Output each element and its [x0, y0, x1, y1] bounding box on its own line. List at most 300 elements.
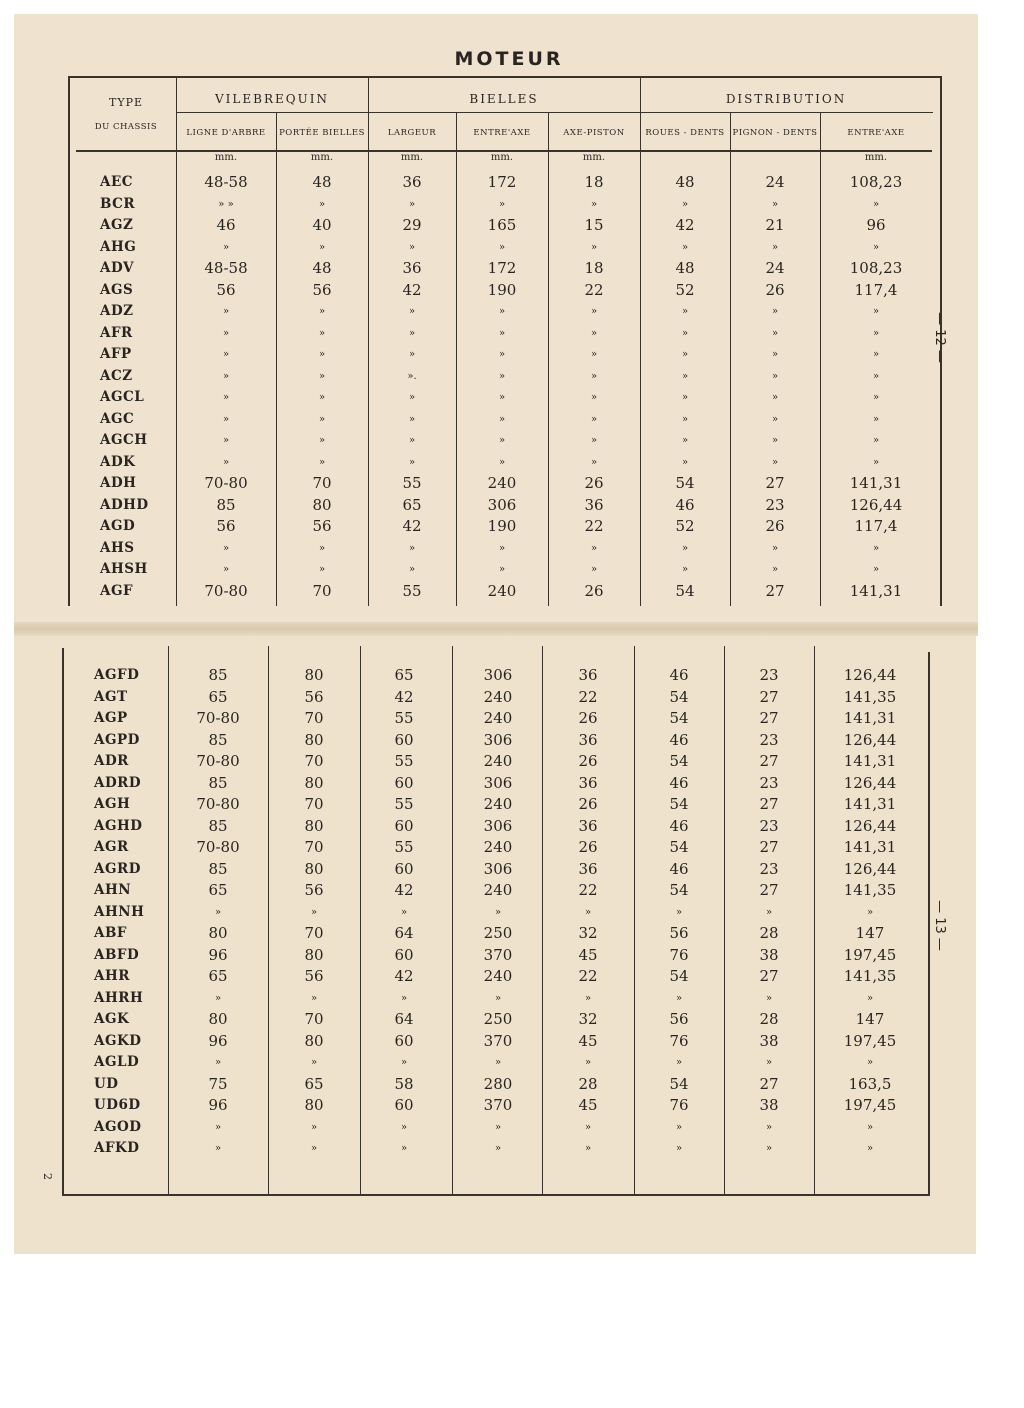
cell-ligne-arbre: »: [222, 241, 230, 253]
cell-largeur: 60: [394, 816, 414, 835]
cell-largeur: 60: [394, 773, 414, 792]
cell-axe-piston: 32: [578, 1010, 598, 1028]
column-rule: [456, 112, 457, 606]
cell-entre-axe-dist: 197,45: [843, 945, 897, 964]
cell-pignon-dents: 26: [765, 517, 785, 535]
cell-entre-axe-dist: »: [872, 327, 880, 339]
cell-pignon-dents: 23: [759, 773, 779, 792]
table-row: [0, 452, 1024, 473]
cell-entre-axe: 306: [487, 495, 517, 514]
cell-axe-piston: 36: [578, 859, 598, 878]
cell-type: AHR: [94, 968, 130, 984]
cell-type: UD6D: [94, 1097, 141, 1113]
cell-entre-axe-dist: 197,45: [843, 1096, 897, 1114]
cell-ligne-arbre: »: [214, 1121, 222, 1133]
cell-type: AGHD: [94, 817, 143, 834]
column-rule: [168, 646, 169, 1194]
table-row: [0, 194, 1024, 215]
cell-ligne-arbre: 85: [208, 816, 228, 835]
table-row: [0, 387, 1024, 408]
cell-pignon-dents: »: [765, 1121, 773, 1133]
cell-roues-dents: 54: [669, 795, 689, 813]
cell-largeur: 60: [394, 1031, 414, 1050]
cell-roues-dents: 52: [675, 517, 695, 535]
cell-largeur: »: [400, 992, 408, 1004]
cell-axe-piston: »: [590, 542, 598, 554]
header-portee-bielles: PORTÉE BIELLES: [279, 128, 365, 138]
cell-type: AGRD: [94, 860, 141, 877]
column-rule: [820, 112, 821, 606]
table-row: [0, 1117, 1024, 1138]
cell-portee-bielles: »: [318, 392, 326, 403]
cell-ligne-arbre: 48-58: [204, 259, 248, 277]
cell-entre-axe: »: [498, 456, 506, 468]
column-rule: [176, 76, 177, 606]
cell-roues-dents: 46: [669, 859, 689, 878]
cell-axe-piston: 36: [578, 816, 598, 835]
cell-pignon-dents: 38: [759, 1096, 779, 1114]
cell-entre-axe-dist: 126,44: [843, 773, 897, 792]
cell-pignon-dents: 38: [759, 1031, 779, 1050]
cell-portee-bielles: 70: [304, 924, 324, 942]
column-rule: [634, 646, 635, 1194]
cell-axe-piston: »: [590, 306, 598, 317]
cell-roues-dents: 54: [669, 967, 689, 985]
cell-largeur: 65: [394, 666, 414, 684]
cell-roues-dents: »: [681, 370, 689, 382]
table-row: [0, 1095, 1024, 1116]
table-row: [0, 430, 1024, 451]
cell-ligne-arbre: »: [222, 456, 230, 468]
cell-pignon-dents: 38: [759, 945, 779, 964]
cell-largeur: 58: [394, 1074, 414, 1093]
cell-portee-bielles: 80: [304, 1096, 324, 1114]
cell-pignon-dents: 23: [759, 859, 779, 878]
cell-type: AGR: [94, 839, 129, 855]
cell-entre-axe: 240: [483, 795, 513, 813]
cell-entre-axe: 306: [483, 730, 513, 749]
table-row: [0, 1031, 1024, 1052]
cell-entre-axe-dist: 126,44: [843, 816, 897, 835]
table-row: [0, 473, 1024, 494]
cell-axe-piston: 22: [584, 517, 604, 535]
table-row: [0, 280, 1024, 301]
cell-roues-dents: 46: [675, 495, 695, 514]
cell-largeur: 55: [394, 838, 414, 856]
cell-largeur: 42: [394, 881, 414, 899]
cell-largeur: 64: [394, 924, 414, 942]
cell-largeur: »: [408, 564, 416, 575]
table-row: [0, 816, 1024, 837]
cell-roues-dents: 54: [669, 881, 689, 899]
unit-label: mm.: [214, 152, 238, 163]
header-ligne-arbre: LIGNE D'ARBRE: [186, 128, 266, 138]
table-row: [0, 837, 1024, 858]
table-row: [0, 988, 1024, 1009]
cell-portee-bielles: 70: [304, 709, 324, 727]
cell-largeur: »: [408, 435, 416, 446]
cell-ligne-arbre: »: [222, 435, 230, 446]
cell-type: AFP: [100, 346, 132, 362]
cell-portee-bielles: 80: [312, 495, 332, 514]
cell-largeur: 60: [394, 730, 414, 749]
header-entre-axe: ENTRE'AXE: [473, 128, 531, 138]
cell-roues-dents: »: [681, 241, 689, 253]
table-row: [0, 708, 1024, 729]
unit-label: mm.: [582, 152, 606, 163]
cell-type: AFKD: [94, 1140, 140, 1156]
cell-ligne-arbre: 56: [216, 517, 236, 535]
cell-pignon-dents: »: [771, 392, 779, 403]
cell-entre-axe-dist: 126,44: [843, 859, 897, 878]
table-row: [0, 1009, 1024, 1030]
cell-largeur: 42: [394, 687, 414, 706]
cell-ligne-arbre: 65: [208, 687, 228, 706]
cell-pignon-dents: »: [771, 435, 779, 446]
cell-portee-bielles: »: [310, 1121, 318, 1133]
cell-axe-piston: 32: [578, 924, 598, 942]
cell-axe-piston: »: [590, 198, 598, 210]
cell-pignon-dents: »: [771, 198, 779, 210]
cell-roues-dents: 56: [669, 924, 689, 942]
cell-ligne-arbre: 85: [208, 859, 228, 878]
cell-entre-axe-dist: 197,45: [843, 1031, 897, 1050]
header-distribution: DISTRIBUTION: [725, 92, 847, 106]
cell-roues-dents: »: [675, 1057, 683, 1068]
cell-portee-bielles: 70: [304, 795, 324, 813]
cell-largeur: 55: [394, 795, 414, 813]
cell-entre-axe-dist: »: [872, 542, 880, 554]
cell-type: AEC: [100, 174, 134, 190]
cell-largeur: »: [408, 306, 416, 317]
cell-entre-axe: »: [494, 1143, 502, 1154]
table-row: [0, 1052, 1024, 1073]
cell-portee-bielles: 70: [304, 752, 324, 770]
cell-roues-dents: »: [681, 198, 689, 210]
cell-axe-piston: 26: [584, 474, 604, 492]
cell-type: ABFD: [94, 946, 140, 963]
cell-ligne-arbre: »: [222, 370, 230, 382]
cell-portee-bielles: 56: [304, 967, 324, 985]
cell-axe-piston: 26: [578, 838, 598, 856]
cell-portee-bielles: »: [318, 349, 326, 360]
cell-roues-dents: 46: [669, 816, 689, 835]
cell-entre-axe-dist: »: [866, 906, 874, 918]
cell-pignon-dents: »: [771, 241, 779, 253]
cell-axe-piston: 36: [578, 773, 598, 792]
cell-ligne-arbre: 96: [208, 1096, 228, 1114]
header-axe-piston: AXE-PISTON: [563, 128, 625, 138]
table-row: [0, 215, 1024, 236]
cell-entre-axe-dist: 108,23: [849, 259, 903, 277]
page-corner-number: 2: [41, 1173, 54, 1180]
cell-largeur: »: [400, 1057, 408, 1068]
cell-portee-bielles: 70: [312, 581, 332, 600]
cell-entre-axe: 306: [483, 816, 513, 835]
page-title: MOTEUR: [454, 48, 564, 70]
cell-roues-dents: »: [681, 435, 689, 446]
cell-entre-axe-dist: 141,31: [849, 474, 903, 492]
cell-axe-piston: 22: [578, 881, 598, 899]
cell-roues-dents: 48: [675, 173, 695, 191]
table-row: [0, 366, 1024, 387]
cell-ligne-arbre: 96: [208, 1031, 228, 1050]
cell-type: AGD: [100, 518, 136, 534]
cell-axe-piston: »: [590, 370, 598, 382]
cell-type: ADV: [100, 260, 134, 276]
header-type: TYPE: [108, 96, 144, 109]
cell-roues-dents: 46: [669, 666, 689, 684]
cell-roues-dents: »: [681, 413, 689, 425]
table-row: [0, 880, 1024, 901]
cell-roues-dents: 48: [675, 259, 695, 277]
cell-type: ADH: [100, 475, 137, 491]
cell-pignon-dents: 27: [759, 1074, 779, 1093]
cell-largeur: »: [408, 542, 416, 554]
table-row: [0, 773, 1024, 794]
cell-axe-piston: 36: [578, 730, 598, 749]
cell-entre-axe: »: [494, 1057, 502, 1068]
cell-axe-piston: 15: [584, 216, 604, 234]
cell-portee-bielles: 40: [312, 216, 332, 234]
cell-pignon-dents: »: [771, 349, 779, 360]
cell-axe-piston: 22: [584, 280, 604, 299]
cell-roues-dents: »: [681, 306, 689, 317]
unit-label: mm.: [400, 152, 424, 163]
cell-entre-axe: »: [498, 413, 506, 425]
cell-entre-axe-dist: 141,31: [849, 581, 903, 600]
cell-roues-dents: »: [681, 327, 689, 339]
cell-portee-bielles: 56: [312, 517, 332, 535]
table-bottom-border: [62, 1194, 930, 1196]
cell-type: ADK: [100, 453, 136, 470]
cell-entre-axe: »: [498, 564, 506, 575]
table-row: [0, 730, 1024, 751]
cell-type: AGPD: [94, 731, 140, 748]
cell-entre-axe: 250: [483, 924, 513, 942]
cell-entre-axe-dist: 96: [866, 216, 886, 234]
cell-axe-piston: »: [590, 327, 598, 339]
cell-axe-piston: 28: [578, 1074, 598, 1093]
cell-axe-piston: 18: [584, 259, 604, 277]
page-fold: [14, 622, 978, 636]
cell-roues-dents: »: [681, 542, 689, 554]
cell-pignon-dents: 23: [759, 666, 779, 684]
header-largeur: LARGEUR: [387, 128, 437, 138]
cell-type: AGFD: [94, 667, 140, 683]
cell-type: ACZ: [100, 367, 133, 384]
cell-entre-axe-dist: »: [872, 413, 880, 425]
cell-roues-dents: »: [675, 1143, 683, 1154]
cell-portee-bielles: 56: [304, 881, 324, 899]
cell-entre-axe-dist: 117,4: [854, 280, 898, 299]
cell-largeur: ».: [407, 370, 417, 382]
cell-largeur: »: [408, 413, 416, 425]
cell-axe-piston: 45: [578, 1096, 598, 1114]
cell-roues-dents: 76: [669, 1096, 689, 1114]
table-row: [0, 751, 1024, 772]
table-row: [0, 945, 1024, 966]
cell-entre-axe: 172: [487, 259, 517, 277]
cell-roues-dents: 76: [669, 945, 689, 964]
cell-axe-piston: »: [590, 413, 598, 425]
cell-axe-piston: »: [584, 1121, 592, 1133]
cell-pignon-dents: »: [771, 413, 779, 425]
column-rule: [452, 646, 453, 1194]
cell-ligne-arbre: »: [222, 349, 230, 360]
cell-entre-axe: 306: [483, 666, 513, 684]
column-rule: [548, 112, 549, 606]
cell-entre-axe: 172: [487, 173, 517, 191]
cell-ligne-arbre: » »: [218, 198, 234, 210]
cell-roues-dents: 54: [675, 474, 695, 492]
cell-pignon-dents: 21: [765, 216, 785, 234]
cell-entre-axe: 240: [483, 881, 513, 899]
cell-portee-bielles: 70: [304, 838, 324, 856]
cell-entre-axe: »: [498, 392, 506, 403]
cell-roues-dents: 54: [669, 687, 689, 706]
cell-entre-axe-dist: 126,44: [843, 730, 897, 749]
page-number-13: — 13 —: [931, 900, 947, 951]
cell-type: ADRD: [94, 774, 142, 791]
cell-type: ABF: [94, 925, 127, 941]
cell-type: AGC: [100, 410, 135, 427]
cell-pignon-dents: 27: [759, 881, 779, 899]
cell-axe-piston: »: [590, 456, 598, 468]
cell-largeur: 36: [402, 259, 422, 277]
cell-largeur: »: [408, 327, 416, 339]
cell-type: AHN: [94, 882, 132, 898]
cell-portee-bielles: »: [310, 1057, 318, 1068]
cell-pignon-dents: 27: [765, 581, 785, 600]
table-row: [0, 538, 1024, 559]
column-rule: [542, 646, 543, 1194]
cell-entre-axe: 240: [483, 967, 513, 985]
cell-ligne-arbre: 48-58: [204, 173, 248, 191]
cell-pignon-dents: »: [771, 306, 779, 317]
cell-roues-dents: 46: [669, 730, 689, 749]
cell-type: AGKD: [94, 1032, 142, 1049]
header-vilebrequin: VILEBREQUIN: [215, 92, 329, 106]
table-row: [0, 559, 1024, 580]
table-row: [0, 495, 1024, 516]
cell-portee-bielles: 65: [304, 1074, 324, 1093]
cell-largeur: 36: [402, 173, 422, 191]
cell-axe-piston: »: [584, 1057, 592, 1068]
cell-ligne-arbre: 46: [216, 216, 236, 234]
cell-type: AGP: [94, 710, 128, 726]
cell-portee-bielles: »: [310, 992, 318, 1004]
cell-entre-axe-dist: 141,35: [843, 687, 897, 706]
cell-portee-bielles: »: [318, 370, 326, 382]
table-row: [0, 301, 1024, 322]
cell-pignon-dents: »: [771, 456, 779, 468]
cell-pignon-dents: 23: [759, 730, 779, 749]
cell-roues-dents: »: [675, 992, 683, 1004]
page-number-12: — 12 —: [931, 312, 947, 363]
column-rule: [814, 646, 815, 1194]
cell-type: AGLD: [94, 1054, 140, 1070]
cell-roues-dents: »: [675, 1121, 683, 1133]
cell-portee-bielles: »: [318, 542, 326, 554]
cell-largeur: »: [400, 1143, 408, 1154]
cell-entre-axe: 240: [487, 581, 517, 600]
cell-largeur: 55: [394, 709, 414, 727]
cell-pignon-dents: 27: [765, 474, 785, 492]
cell-roues-dents: »: [681, 349, 689, 360]
unit-label: mm.: [310, 152, 334, 163]
table-row: [0, 237, 1024, 258]
cell-entre-axe-dist: 141,31: [843, 795, 897, 813]
cell-entre-axe: 280: [483, 1074, 513, 1093]
cell-entre-axe: »: [498, 349, 506, 360]
cell-pignon-dents: 24: [765, 259, 785, 277]
table-row: [0, 859, 1024, 880]
cell-largeur: »: [408, 456, 416, 468]
cell-entre-axe-dist: 147: [855, 1010, 885, 1028]
cell-largeur: 42: [402, 280, 422, 299]
cell-portee-bielles: »: [318, 564, 326, 575]
table-row: [0, 344, 1024, 365]
column-rule: [360, 646, 361, 1194]
header-bielles: BIELLES: [469, 92, 539, 106]
cell-roues-dents: »: [681, 456, 689, 468]
cell-type: AGH: [94, 796, 131, 812]
cell-largeur: »: [408, 198, 416, 210]
unit-label: mm.: [490, 152, 514, 163]
cell-roues-dents: 54: [669, 838, 689, 856]
cell-portee-bielles: 70: [304, 1010, 324, 1028]
cell-largeur: »: [400, 1121, 408, 1133]
cell-entre-axe: 370: [483, 945, 513, 964]
column-rule: [640, 76, 641, 606]
cell-entre-axe-dist: »: [872, 392, 880, 403]
cell-portee-bielles: »: [318, 327, 326, 339]
cell-entre-axe-dist: 141,35: [843, 881, 897, 899]
cell-ligne-arbre: 65: [208, 967, 228, 985]
cell-portee-bielles: 80: [304, 1031, 324, 1050]
table-row: [0, 1138, 1024, 1159]
cell-entre-axe: »: [498, 435, 506, 446]
cell-entre-axe-dist: »: [872, 306, 880, 317]
cell-largeur: 42: [402, 517, 422, 535]
header-roues-dents: ROUES - DENTS: [645, 128, 725, 138]
cell-portee-bielles: »: [318, 435, 326, 446]
cell-ligne-arbre: 70-80: [196, 752, 240, 770]
cell-largeur: »: [400, 906, 408, 918]
cell-portee-bielles: 80: [304, 730, 324, 749]
cell-ligne-arbre: »: [222, 392, 230, 403]
cell-type: AFR: [100, 324, 133, 341]
header-type-sub: DU CHASSIS: [94, 122, 158, 132]
cell-portee-bielles: 48: [312, 259, 332, 277]
cell-type: AGOD: [94, 1118, 142, 1135]
cell-entre-axe-dist: »: [872, 370, 880, 382]
cell-type: AHS: [100, 539, 135, 556]
cell-entre-axe: 240: [487, 474, 517, 492]
cell-ligne-arbre: 85: [208, 773, 228, 792]
cell-pignon-dents: »: [771, 370, 779, 382]
table-row: [0, 923, 1024, 944]
cell-entre-axe: 190: [487, 280, 517, 299]
cell-ligne-arbre: »: [214, 906, 222, 918]
cell-ligne-arbre: 80: [208, 924, 228, 942]
cell-ligne-arbre: 70-80: [204, 474, 248, 492]
cell-largeur: 29: [402, 216, 422, 234]
cell-roues-dents: »: [681, 392, 689, 403]
cell-pignon-dents: »: [771, 542, 779, 554]
cell-axe-piston: »: [590, 564, 598, 575]
